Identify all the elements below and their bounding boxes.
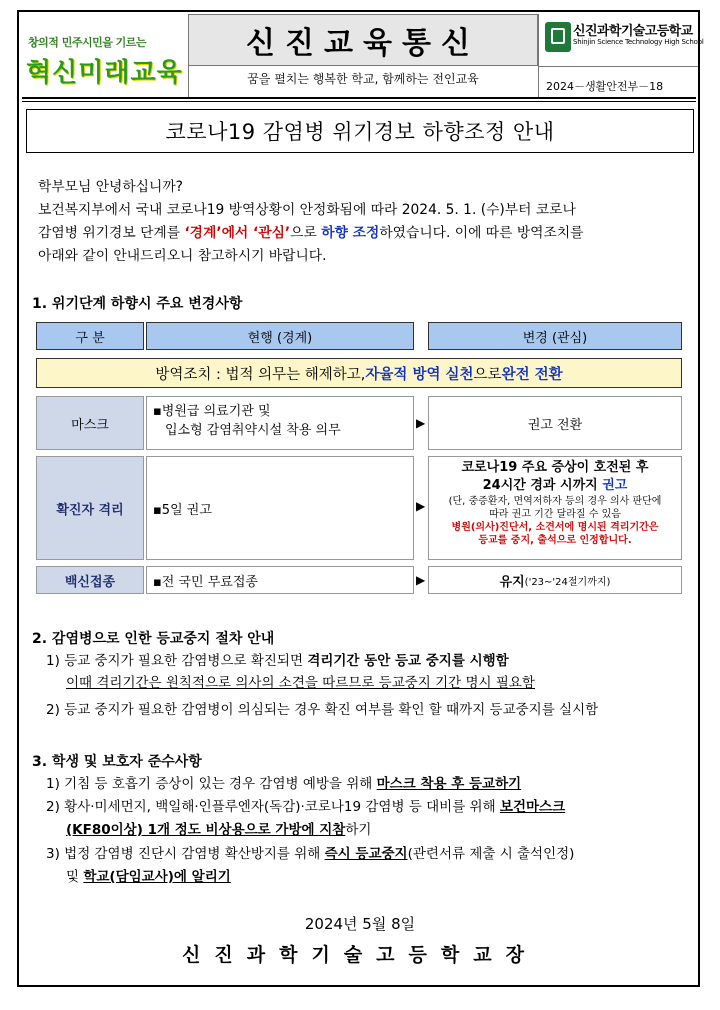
mask-changed-cell: 권고 전환 xyxy=(428,396,682,450)
isolation-changed-text: 24시간 경과 시까지 xyxy=(482,478,603,493)
isolation-changed-cell xyxy=(428,456,682,560)
section-3-item-1 xyxy=(46,773,521,795)
item-emphasis: 보건마스크 xyxy=(499,799,566,815)
school-motto: 꿈을 펼치는 행복한 학교, 함께하는 전인교육 xyxy=(247,72,479,86)
header-rule xyxy=(22,101,696,102)
section-3-item-3 xyxy=(46,843,574,865)
banner-text: 방역조치 : 법적 의무는 해제하고, xyxy=(155,366,366,383)
document-number: 2024－생활안전부－18 xyxy=(546,80,664,93)
section-3-item-2-cont xyxy=(66,819,371,841)
item-text: 1) 등교 중지가 필요한 감염병으로 확진되면 xyxy=(46,653,308,669)
banner-highlight: 자율적 방역 실천 xyxy=(365,366,474,383)
header-divider xyxy=(538,14,539,97)
principal-signature: 신진과학기술고등학교장 xyxy=(182,944,538,966)
item-emphasis: 학교(담임교사)에 알리기 xyxy=(83,869,231,885)
intro-line-3: 아래와 같이 안내드리오니 참고하시기 바랍니다. xyxy=(38,248,327,264)
row-label-isolation: 확진자 격리 xyxy=(36,456,144,560)
vaccine-current-cell: ▪전 국민 무료접종 xyxy=(146,566,414,594)
intro-paragraph xyxy=(38,176,698,268)
header-rule xyxy=(22,97,696,99)
intro-line-1: 보건복지부에서 국내 코로나19 방역상황이 안정화됨에 따라 2024. 5. 1. (수)부터 코로나 xyxy=(38,202,576,218)
greeting: 학부모님 안녕하십니까? xyxy=(38,179,183,195)
document-title: 코로나19 감염병 위기경보 하향조정 안내 xyxy=(165,120,555,144)
isolation-current-cell: ▪5일 권고 xyxy=(146,456,414,560)
banner-text: 으로 xyxy=(473,366,502,383)
isolation-attendance-note: 등교를 중지, 출석으로 인정합니다. xyxy=(478,535,632,546)
vaccine-changed-text: 유지 xyxy=(499,574,525,590)
col-header-current: 현행 (경계) xyxy=(146,322,414,350)
section-3-item-2 xyxy=(46,796,565,818)
section-3-heading: 3. 학생 및 보호자 준수사항 xyxy=(32,754,202,770)
mask-current-line: 입소형 감염취약시설 착용 의무 xyxy=(165,423,341,438)
item-emphasis: (KF80이상) 1개 정도 비상용으로 가방에 지참 xyxy=(66,822,346,838)
item-text: 및 xyxy=(66,869,84,885)
arrow-right-icon: ▶ xyxy=(416,573,426,587)
isolation-changed-main xyxy=(429,477,681,495)
header-slogan: 창의적 민주시민을 기르는 xyxy=(28,36,147,49)
intro-text: 감염병 위기경보 단계를 xyxy=(38,225,185,241)
item-text: 하기 xyxy=(345,822,372,838)
newsletter-title: 신진교육통신 xyxy=(246,26,480,61)
header-divider xyxy=(538,66,698,67)
arrow-right-icon: ▶ xyxy=(416,416,426,430)
intro-line-2 xyxy=(38,222,698,245)
row-label-vaccine: 백신접종 xyxy=(36,566,144,594)
mask-current-line: ▪병원급 의료기관 및 xyxy=(153,404,271,419)
section-3-item-3-cont xyxy=(66,866,231,888)
row-label-mask: 마스크 xyxy=(36,396,144,450)
item-emphasis: 즉시 등교중지 xyxy=(324,846,408,862)
mask-current-cell xyxy=(146,396,414,450)
section-2-item-1-note: 이때 격리기간은 원칙적으로 의사의 소견을 따르므로 등교중지 기간 명시 필요함 xyxy=(66,675,535,691)
downgrade-text: 하향 조정 xyxy=(321,225,380,241)
isolation-note: 따라 권고 기간 달라질 수 있음 xyxy=(489,509,621,520)
vaccine-changed-cell xyxy=(428,566,682,594)
school-name-en: Shinjin Science Technology High School xyxy=(573,38,704,46)
section-2-heading: 2. 감염병으로 인한 등교중지 절차 안내 xyxy=(32,631,275,647)
education-logo: 혁신미래교육 xyxy=(26,58,183,88)
col-header-category: 구 분 xyxy=(36,322,144,350)
item-text: 2) 황사·미세먼지, 백일해·인플루엔자(독감)·코로나19 감염병 등 대비를 위해 xyxy=(46,799,500,815)
isolation-attendance-note: 병원(의사)진단서, 소견서에 명시된 격리기간은 xyxy=(451,522,659,533)
intro-text: 하였습니다. 이에 따른 방역조치를 xyxy=(379,225,584,241)
recommend-highlight: 권고 xyxy=(602,478,628,493)
school-name: 신진과학기술고등학교 xyxy=(573,24,693,39)
item-emphasis: 마스크 착용 후 등교하기 xyxy=(376,776,522,792)
arrow-right-icon: ▶ xyxy=(416,499,426,513)
vaccine-period: ('23~'24절기까지) xyxy=(524,576,611,588)
intro-text: 으로 xyxy=(290,225,322,241)
col-header-changed: 변경 (관심) xyxy=(428,322,682,350)
section-2-item-2: 2) 등교 중지가 필요한 감염병이 의심되는 경우 확진 여부를 확인 할 때까지 등교중지를 실시함 xyxy=(46,702,599,718)
isolation-note: (단, 중증환자, 면역저하자 등의 경우 의사 판단에 xyxy=(448,496,662,507)
item-text: (관련서류 제출 시 출석인정) xyxy=(407,846,575,862)
section-1-heading: 1. 위기단계 하향시 주요 변경사항 xyxy=(32,296,243,312)
school-emblem-icon xyxy=(545,22,571,52)
policy-banner xyxy=(36,358,682,388)
banner-highlight: 완전 전환 xyxy=(501,366,563,383)
item-text: 1) 기침 등 호흡기 증상이 있는 경우 감염병 예방을 위해 xyxy=(46,776,377,792)
alert-level-change: ‘경계’에서 ‘관심’ xyxy=(184,225,291,241)
isolation-changed-main: 코로나19 주요 증상이 호전된 후 xyxy=(461,460,649,475)
item-emphasis: 격리기간 동안 등교 중지를 시행함 xyxy=(307,653,509,669)
section-2-item-1 xyxy=(46,650,509,672)
issue-date: 2024년 5월 8일 xyxy=(304,915,416,933)
item-text: 3) 법정 감염병 진단시 감염병 확산방지를 위해 xyxy=(46,846,325,862)
